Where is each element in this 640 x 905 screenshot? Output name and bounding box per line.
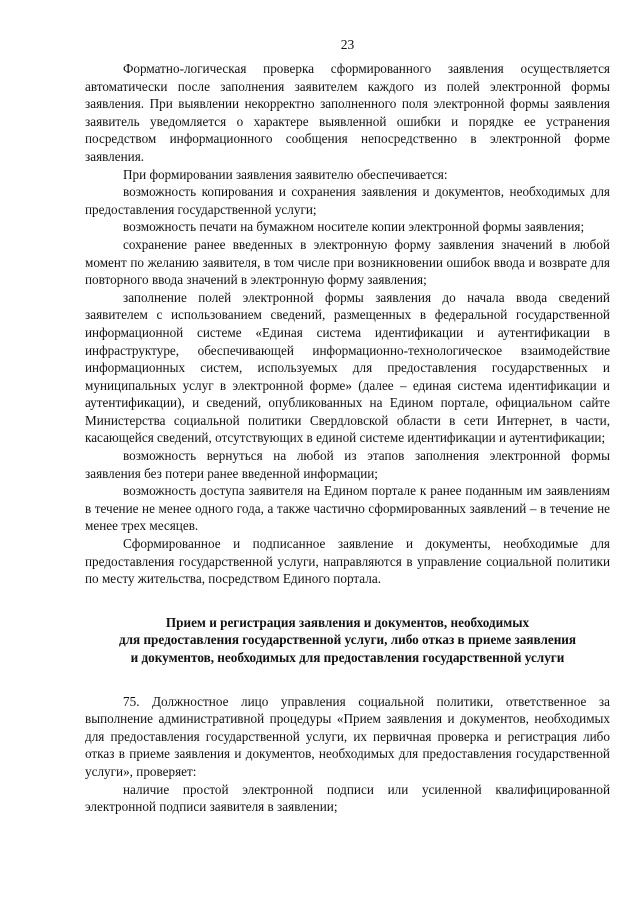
section-reception	[85, 693, 610, 816]
section-heading	[85, 614, 610, 667]
list-item: возможность печати на бумажном носителе копии электронной формы заявления;	[123, 219, 585, 235]
paragraph: При формировании заявления заявителю обеспечивается:	[123, 166, 448, 182]
section-online-application	[85, 60, 610, 588]
list-item: наличие простой электронной подписи или усиленной квалифицированной электронной подписи заявителя в заявлении;	[85, 781, 610, 815]
heading-line: для предоставления государственной услуги, либо отказ в приеме заявления	[118, 632, 577, 648]
heading-line: и документов, необходимых для предоставления государственной услуги	[130, 650, 565, 665]
heading-line: Прием и регистрация заявления и документов, необходимых	[165, 614, 530, 630]
list-item: сохранение ранее введенных в электронную форму заявления значений в любой момент по желанию заявителя, в том числе при возникновении ошибок ввода и возврате для повторного ввода значений в электронную форму заявления;	[85, 236, 610, 288]
page-number: 23	[340, 37, 355, 52]
list-item: возможность вернуться на любой из этапов заполнения электронной формы заявления без потери ранее введенной информации;	[85, 448, 610, 481]
list-item: возможность копирования и сохранения заявления и документов, необходимых для предоставления государственной услуги;	[85, 184, 610, 217]
paragraph: 75. Должностное лицо управления социальной политики, ответственное за выполнение административной процедуры «Прием заявления и документов, необходимых для предоставления государственной услуги, их первичная проверка и регистрация либо отказ в приеме заявления и документов, необходимых для предоставления государственной услуги», проверяет:	[85, 693, 610, 779]
paragraph: Сформированное и подписанное заявление и документы, необходимые для предоставления государственной услуги, направляются в управление социальной политики по месту жительства, посредством Единого портала.	[85, 536, 610, 587]
list-item: возможность доступа заявителя на Едином портале к ранее поданным им заявлениям в течение не менее одного года, а также частично сформированных заявлений – в течение не менее трех месяцев.	[85, 483, 610, 534]
list-item: заполнение полей электронной формы заявления до начала ввода сведений заявителем с использованием сведений, размещенных в федеральной государственной информационной системе «Единая система идентификации и аутентификации в инфраструктуре, обеспечивающей информационно-технологическое взаимодействие информационных систем, используемых для предоставления государственных и муниципальных услуг в электронной форме» (далее – единая система идентификации и аутентификации), и сведений, опубликованных на Едином портале, официальном сайте Министерства социальной политики Свердловской области в сети Интернет, в части, касающейся сведений, отсутствующих в единой системе идентификации и аутентификации;	[85, 289, 610, 446]
paragraph: Форматно-логическая проверка сформированного заявления осуществляется автоматически после заполнения заявителем каждого из полей электронной формы заявления. При выявлении некорректно заполненного поля электронной формы заявления заявитель уведомляется о характере выявленной ошибки и порядке ее устранения посредством информационного сообщения непосредственно в электронной форме заявления.	[85, 61, 610, 164]
